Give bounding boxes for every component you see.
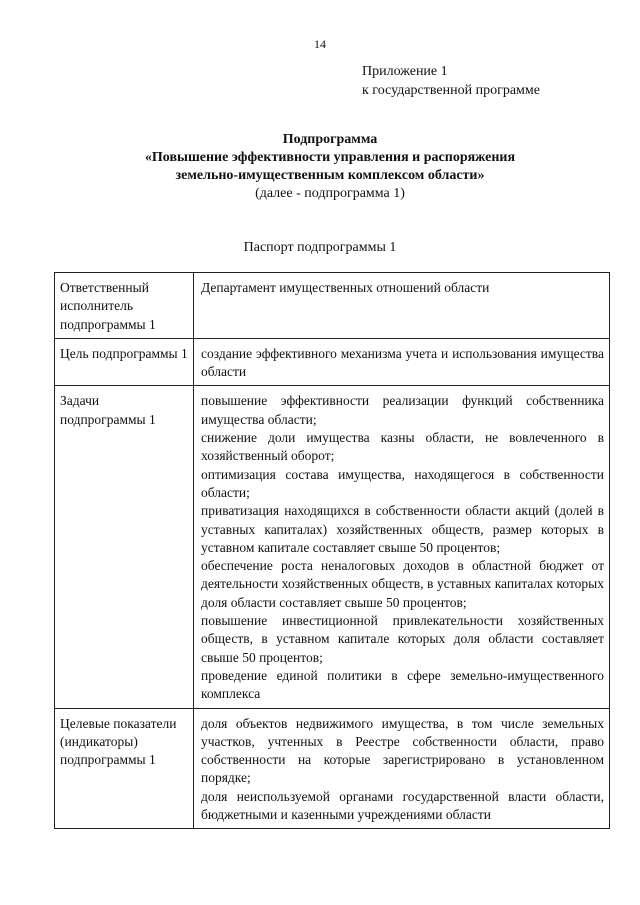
row-value-item: Департамент имущественных отношений области bbox=[201, 280, 490, 295]
row-value-item: оптимизация состава имущества, находящегося в собственности области; bbox=[201, 466, 604, 500]
row-label: Цель подпрограммы 1 bbox=[55, 338, 194, 386]
row-value-item: создание эффективного механизма учета и использования имущества области bbox=[201, 345, 604, 380]
row-value-item: проведение единой политики в сфере земельно-имущественного комплекса bbox=[201, 667, 604, 702]
row-value-item: доля объектов недвижимого имущества, в том числе земельных участков, учтенных в Реестре собственности области, право собственности на которые зарегистрировано в установленном порядке; bbox=[201, 715, 604, 786]
row-value bbox=[194, 338, 610, 386]
row-value-item: повышение эффективности реализации функций собственника имущества области; bbox=[201, 393, 604, 427]
row-value bbox=[194, 386, 610, 708]
row-value-item: снижение доли имущества казны области, не вовлеченного в хозяйственный оборот; bbox=[201, 430, 604, 464]
table-row bbox=[55, 708, 610, 829]
row-label: Целевые показатели (индикаторы) подпрограммы 1 bbox=[55, 708, 194, 829]
row-value bbox=[194, 273, 610, 339]
page-number: 14 bbox=[314, 37, 326, 51]
table-row bbox=[55, 273, 610, 339]
row-label: Задачи подпрограммы 1 bbox=[55, 386, 194, 708]
title-line-1: Подпрограмма bbox=[282, 132, 378, 147]
row-value-item: доля неиспользуемой органами государственной власти области, бюджетными и казенными учреждениями области bbox=[201, 788, 604, 823]
passport-table bbox=[54, 272, 610, 829]
appendix-line-1: Приложение 1 bbox=[362, 64, 448, 79]
title-line-3: земельно-имущественным комплексом области» bbox=[175, 168, 485, 183]
title-line-4: (далее - подпрограмма 1) bbox=[255, 186, 405, 201]
title-line-2: «Повышение эффективности управления и распоряжения bbox=[144, 150, 516, 165]
row-value-item: повышение инвестиционной привлекательности хозяйственных обществ, в уставном капитале которых доля области составляет свыше 50 процентов; bbox=[201, 613, 604, 665]
appendix-note bbox=[362, 62, 540, 100]
row-value-item: обеспечение роста неналоговых доходов в областной бюджет от деятельности хозяйственных обществ, в уставных капиталах которых доля области составляет свыше 50 процентов; bbox=[201, 558, 604, 610]
subprogram-title bbox=[80, 131, 580, 203]
row-value-item: приватизация находящихся в собственности области акций (долей в уставных капиталах) хозяйственных обществ, размер которых в уставном капитале составляет свыше 50 процентов; bbox=[201, 503, 604, 555]
row-value bbox=[194, 708, 610, 829]
table-row bbox=[55, 386, 610, 708]
passport-heading: Паспорт подпрограммы 1 bbox=[243, 240, 397, 255]
appendix-line-2: к государственной программе bbox=[362, 83, 540, 98]
row-label: Ответственный исполнитель подпрограммы 1 bbox=[55, 273, 194, 339]
table-row bbox=[55, 338, 610, 386]
